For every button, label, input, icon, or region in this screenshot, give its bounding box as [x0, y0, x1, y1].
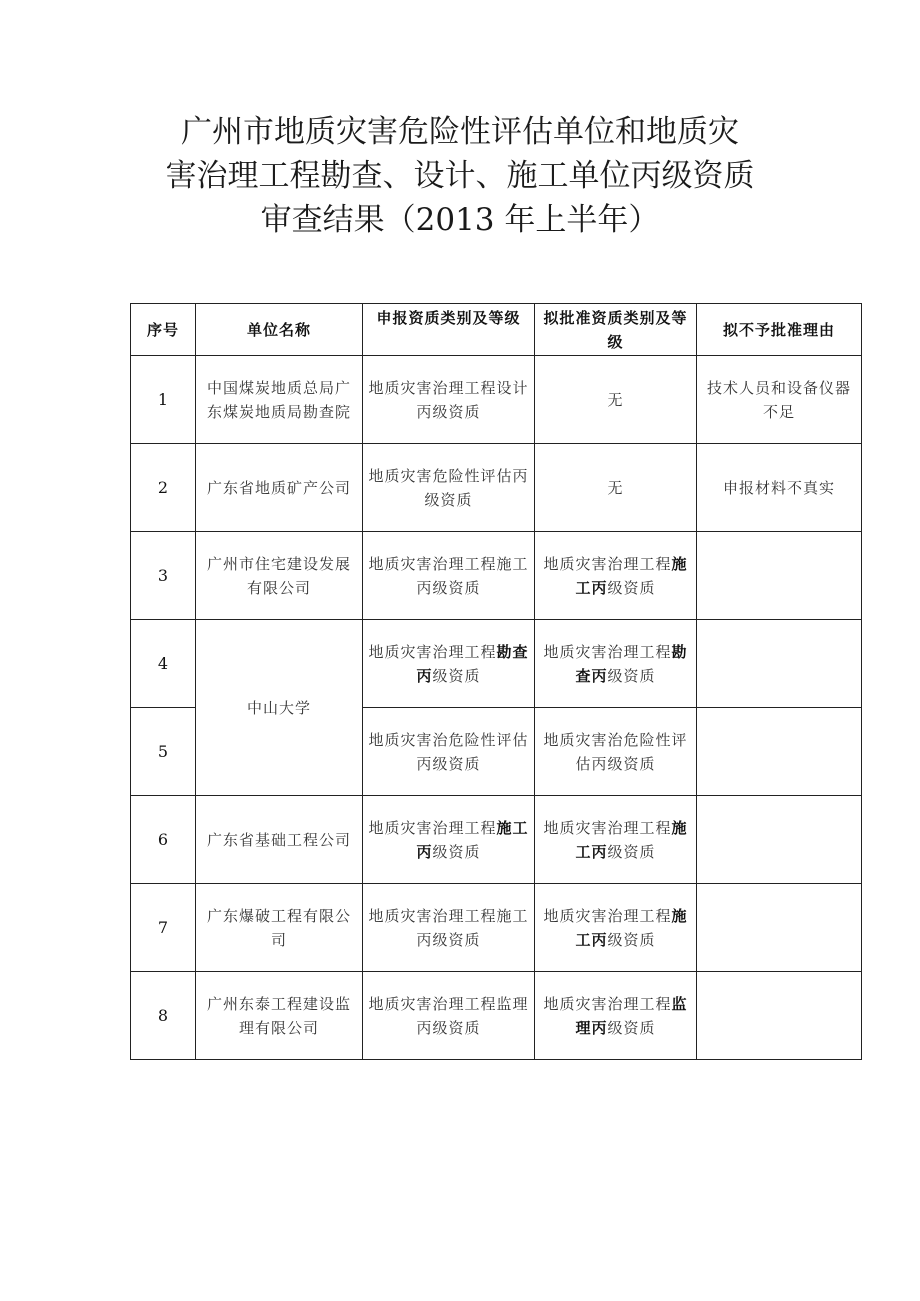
header-declared: 申报资质类别及等级 [363, 304, 535, 356]
row-reason [697, 708, 862, 796]
row-reason [697, 884, 862, 972]
row-unit: 中国煤炭地质总局广东煤炭地质局勘查院 [196, 356, 363, 444]
approved-emphasis: 施工丙 [575, 906, 688, 949]
approved-text: 地质灾害治理工程 [543, 554, 672, 573]
row-approved [535, 620, 697, 708]
document-title [0, 110, 920, 242]
approved-text-end: 级资质 [607, 666, 656, 685]
table-row [131, 884, 862, 972]
header-unit: 单位名称 [196, 304, 363, 356]
declared-text-end: 级资质 [432, 842, 481, 861]
row-approved [535, 972, 697, 1060]
row-approved: 无 [535, 356, 697, 444]
row-unit: 广州市住宅建设发展有限公司 [196, 532, 363, 620]
title-line-3: 审查结果（2013 年上半年） [260, 202, 660, 238]
row-reason: 申报材料不真实 [697, 444, 862, 532]
table-row [131, 620, 862, 708]
table-row [131, 444, 862, 532]
approved-emphasis: 施工丙 [575, 554, 688, 597]
row-approved [535, 796, 697, 884]
header-approved: 拟批准资质类别及等级 [535, 304, 697, 356]
row-declared: 地质灾害治理工程监理丙级资质 [363, 972, 535, 1060]
row-declared: 地质灾害治理工程施工丙级资质 [363, 884, 535, 972]
approved-text-end: 级资质 [607, 578, 656, 597]
table-header-row [131, 304, 862, 356]
row-declared: 地质灾害治危险性评估丙级资质 [363, 708, 535, 796]
approved-emphasis: 施工丙 [575, 818, 688, 861]
declared-emphasis: 勘查丙 [416, 642, 529, 685]
table-row [131, 796, 862, 884]
title-line-2: 害治理工程勘查、设计、施工单位丙级资质 [165, 158, 755, 194]
row-seq: 8 [131, 972, 196, 1060]
approved-text: 地质灾害治理工程 [543, 994, 672, 1013]
row-seq: 2 [131, 444, 196, 532]
header-reason: 拟不予批准理由 [697, 304, 862, 356]
approved-text-end: 级资质 [607, 842, 656, 861]
row-unit: 广州东泰工程建设监理有限公司 [196, 972, 363, 1060]
row-approved [535, 532, 697, 620]
row-unit: 广东省基础工程公司 [196, 796, 363, 884]
row-declared [363, 620, 535, 708]
row-unit: 中山大学 [196, 620, 363, 796]
row-declared: 地质灾害治理工程施工丙级资质 [363, 532, 535, 620]
approved-text-end: 级资质 [607, 930, 656, 949]
row-reason: 技术人员和设备仪器不足 [697, 356, 862, 444]
row-declared: 地质灾害危险性评估丙级资质 [363, 444, 535, 532]
approved-text-end: 级资质 [607, 1018, 656, 1037]
declared-emphasis: 施工丙 [416, 818, 529, 861]
table-row [131, 972, 862, 1060]
row-seq: 4 [131, 620, 196, 708]
approved-text: 地质灾害治理工程 [543, 642, 672, 661]
approved-emphasis: 监理丙 [575, 994, 688, 1037]
row-declared: 地质灾害治理工程设计丙级资质 [363, 356, 535, 444]
declared-text: 地质灾害治理工程 [368, 642, 497, 661]
approved-text: 地质灾害治理工程 [543, 818, 672, 837]
row-seq: 3 [131, 532, 196, 620]
title-line-1: 广州市地质灾害危险性评估单位和地质灾 [181, 114, 739, 150]
declared-text: 地质灾害治理工程 [368, 818, 497, 837]
row-reason [697, 532, 862, 620]
row-seq: 5 [131, 708, 196, 796]
row-reason [697, 796, 862, 884]
row-approved [535, 884, 697, 972]
row-seq: 1 [131, 356, 196, 444]
row-seq: 6 [131, 796, 196, 884]
row-approved: 无 [535, 444, 697, 532]
row-declared [363, 796, 535, 884]
header-seq: 序号 [131, 304, 196, 356]
row-seq: 7 [131, 884, 196, 972]
approved-text: 地质灾害治理工程 [543, 906, 672, 925]
qualification-table [130, 303, 862, 1060]
row-approved: 地质灾害治危险性评估丙级资质 [535, 708, 697, 796]
table-row [131, 356, 862, 444]
row-unit: 广东省地质矿产公司 [196, 444, 363, 532]
declared-text-end: 级资质 [432, 666, 481, 685]
approved-emphasis: 勘查丙 [575, 642, 688, 685]
row-unit: 广东爆破工程有限公司 [196, 884, 363, 972]
row-reason [697, 972, 862, 1060]
table-row [131, 532, 862, 620]
row-reason [697, 620, 862, 708]
